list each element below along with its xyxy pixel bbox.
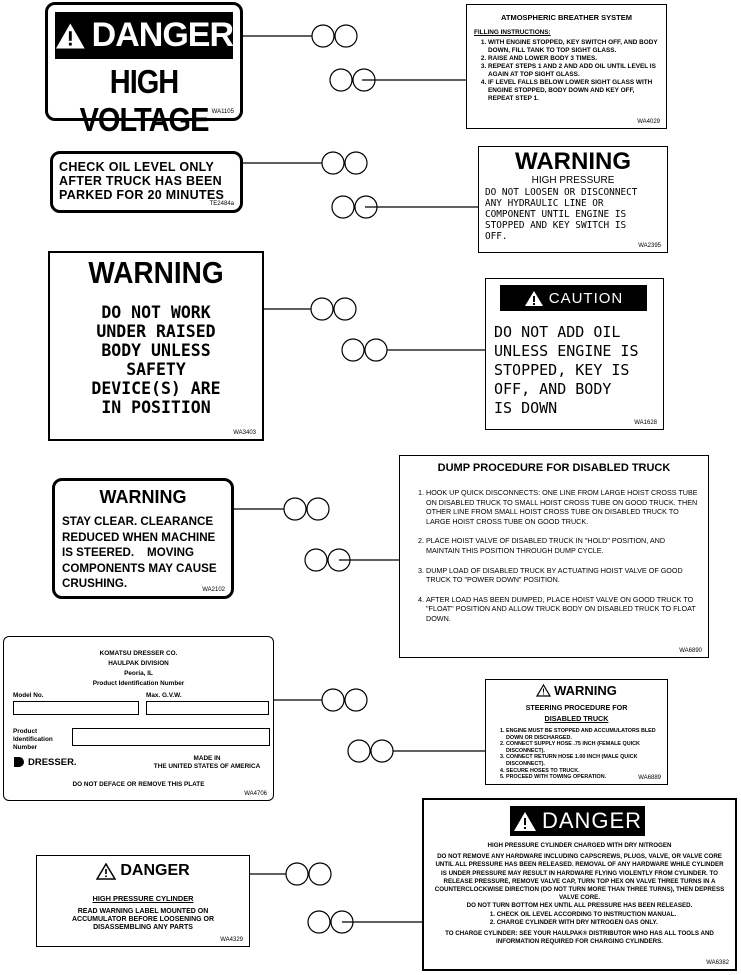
breather-steps [474, 39, 659, 103]
pin-field [72, 728, 270, 746]
list-item: 3. CONNECT RETURN HOSE 1.00 INCH (MALE QUICK DISCONNECT). [506, 754, 661, 767]
steering-header [486, 683, 667, 698]
plate-heading [4, 649, 273, 689]
text-line: OFF, AND BODY [494, 380, 612, 398]
list-item: 4. IF LEVEL FALLS BELOW LOWER SIGHT GLASS WITH ENGINE STOPPED, BODY DOWN AND KEY OFF, REPEAT STEP 1. [488, 79, 659, 103]
cylinder-text [37, 908, 249, 932]
raised-body-text [50, 303, 262, 417]
list-item: 1. ENGINE MUST BE STOPPED AND ACCUMULATORS BLED DOWN OR DISCHARGED. [506, 728, 661, 741]
text-line: STAY CLEAR. CLEARANCE [62, 515, 214, 528]
text-line: OFF. [485, 231, 508, 242]
text-line: COMPONENT UNTIL ENGINE IS [485, 209, 627, 220]
dresser-logo [13, 756, 77, 768]
gvw-label: Max. G.V.W. [146, 692, 182, 699]
warning-triangle-icon [524, 290, 544, 307]
danger-label: DANGER [120, 862, 190, 879]
text-line: CHECK OIL LEVEL ONLY [59, 160, 215, 174]
list-item: 3. REPEAT STEPS 1 AND 2 AND ADD OIL UNTIL LEVEL IS AGAIN AT TOP SIGHT GLASS. [488, 63, 659, 79]
text-line: DO NOT LOOSEN OR DISCONNECT [485, 187, 638, 198]
dump-title: DUMP PROCEDURE FOR DISABLED TRUCK [437, 462, 671, 474]
decal-code: WA1105 [211, 109, 234, 115]
text-line: AFTER TRUCK HAS BEEN [59, 174, 222, 188]
warning-label: WARNING [554, 683, 617, 698]
stay-clear-text [62, 514, 217, 592]
decal-stay-clear [52, 478, 234, 599]
decal-code: WA6382 [706, 960, 729, 966]
decal-code: WA3403 [233, 430, 256, 436]
list-item: 1. CHECK OIL LEVEL ACCORDING TO INSTRUCTION MANUAL. [497, 911, 677, 919]
high-pressure-text [485, 187, 661, 242]
list-item: 5. PROCEED WITH TOWING OPERATION. [506, 774, 661, 781]
text-line: ANY HYDRAULIC LINE OR [485, 198, 604, 209]
nitrogen-title: HIGH PRESSURE CYLINDER CHARGED WITH DRY NITROGEN [487, 842, 672, 849]
text-line: UNLESS ENGINE IS [494, 342, 639, 360]
list-item: 4. AFTER LOAD HAS BEEN DUMPED, PLACE HOIST VALVE ON GOOD TRUCK TO "FLOAT" POSITION AND ALLOW TRUCK BODY ON DISABLED TRUCK TO FLOAT DOWN. [426, 595, 698, 624]
list-item: 4. SECURE HOSES TO TRUCK. [506, 768, 661, 775]
breather-title: ATMOSPHERIC BREATHER SYSTEM [501, 13, 632, 22]
warning-triangle-icon [536, 684, 551, 697]
text-line: READ WARNING LABEL MOUNTED ON [77, 908, 209, 915]
text-line: DO NOT WORK [101, 303, 211, 322]
nitrogen-line: DO NOT TURN BOTTOM HEX UNTIL ALL PRESSURE HAS BEEN RELEASED. [466, 902, 693, 910]
gvw-field [146, 701, 269, 715]
nitrogen-steps [483, 911, 677, 927]
decal-raised-body [48, 251, 264, 441]
model-field [13, 701, 139, 715]
text-line: IS STEERED. MOVING [62, 546, 195, 559]
text-line: DISABLED TRUCK [544, 714, 609, 723]
text-line: STOPPED, KEY IS [494, 361, 630, 379]
decal-id-plate [3, 636, 274, 801]
text-line: Product Identification Number [92, 680, 185, 687]
warning-label: WARNING [88, 255, 224, 290]
text-line: ACCUMULATOR BEFORE LOOSENING OR [71, 916, 215, 923]
text-line: DISASSEMBLING ANY PARTS [93, 924, 193, 931]
text-line: HAULPAK DIVISION [108, 660, 169, 667]
decal-code: WA2102 [202, 587, 225, 593]
text-line: MADE IN [193, 755, 221, 762]
caution-label: CAUTION [548, 289, 624, 307]
list-item: 1. HOOK UP QUICK DISCONNECTS: ONE LINE FROM LARGE HOIST CROSS TUBE ON DISABLED TRUCK TO SMALL HOIST CROSS TUBE ON GOOD TRUCK. THEN OTHER LINE FROM SMALL HOIST CROSS TUBE ON DISABLED TRUCK TO LARGE HOIST CROSS TUBE ON GOOD TRUCK. [426, 488, 698, 526]
list-item: 2. PLACE HOIST VALVE OF DISABLED TRUCK IN "HOLD" POSITION, AND MAINTAIN THIS POSITION THROUGH DUMP CYCLE. [426, 536, 698, 555]
decal-breather-system [466, 4, 667, 129]
text-line: COMPONENTS MAY CAUSE [62, 561, 217, 575]
danger-header [37, 862, 249, 880]
text-line: STOPPED AND KEY SWITCH IS [485, 220, 627, 231]
danger-header [510, 806, 645, 836]
dump-steps [410, 488, 698, 624]
steering-steps [492, 728, 661, 781]
list-item: 2. CONNECT SUPPLY HOSE .75 INCH (FEMALE QUICK DISCONNECT). [506, 741, 661, 754]
nitrogen-body [432, 842, 727, 946]
text-line: SAFETY [126, 360, 186, 379]
text-line: IS DOWN [494, 399, 558, 417]
decal-code: TE2484a [209, 201, 234, 207]
check-oil-text [59, 160, 236, 202]
decal-dump-procedure [399, 455, 709, 658]
text-line: PARKED FOR 20 MINUTES [59, 188, 225, 202]
decal-high-voltage [45, 2, 243, 139]
decal-code: WA6889 [638, 775, 661, 781]
text-line: DO NOT ADD OIL [494, 323, 621, 341]
text-line: Peoria, IL [124, 670, 153, 677]
made-in-text [152, 755, 262, 771]
decal-check-oil [50, 151, 243, 213]
list-item: 2. RAISE AND LOWER BODY 3 TIMES. [488, 55, 659, 63]
list-item: 2. CHARGE CYLINDER WITH DRY NITROGEN GAS ONLY. [497, 919, 677, 927]
text-line: BODY UNLESS [101, 341, 211, 360]
brand-label: DRESSER. [28, 756, 77, 768]
danger-header [55, 12, 233, 59]
nitrogen-paragraph: DO NOT REMOVE ANY HARDWARE INCLUDING CAPSCREWS, PLUGS, VALVE, OR VALVE CORE UNTIL ALL PRESSURE HAS BEEN RELEASED. REMOVAL OF ANY HARDWARE WHILE CYLINDER IS UNDER PRESSURE MAY RESULT IN HARDWARE FLYING VIOLENTLY FROM CYLINDER. TO RELEASE PRESSURE, REMOVE VALVE CAP, TURN TOP HEX ON VALVE THREE TURNS IN A COUNTERCLOCKWISE DIRECTION (DO NOT TURN MORE THAN THREE TURNS), THEN DEPRESS VALVE CORE. [434, 853, 725, 902]
model-label: Model No. [13, 692, 44, 699]
decal-danger-cylinder [36, 855, 250, 947]
steering-title [486, 702, 667, 724]
text-line: IN POSITION [101, 398, 211, 417]
text-line: STEERING PROCEDURE FOR [525, 703, 628, 712]
decal-code: WA1628 [634, 420, 657, 426]
decal-caution-oil [485, 278, 664, 430]
text-line: CRUSHING. [62, 577, 128, 590]
pin-label: Product Identification Number [13, 728, 53, 751]
decal-steering [485, 679, 668, 785]
plate-footer: DO NOT DEFACE OR REMOVE THIS PLATE [72, 781, 205, 788]
caution-text [494, 323, 639, 418]
text-line: DEVICE(S) ARE [91, 379, 221, 398]
decal-code: WA4329 [220, 937, 243, 943]
decal-code: WA4706 [244, 791, 267, 797]
decal-high-pressure [478, 146, 668, 253]
breather-subtitle: FILLING INSTRUCTIONS: [474, 29, 551, 37]
dresser-logo-icon [13, 756, 25, 768]
decal-danger-nitrogen [422, 798, 737, 971]
danger-label: DANGER [91, 16, 233, 54]
decal-code: WA4029 [637, 119, 660, 125]
warning-label: WARNING [99, 487, 187, 507]
decal-code: WA2395 [638, 243, 661, 249]
warning-label: WARNING [515, 148, 631, 175]
warning-triangle-icon [513, 811, 537, 832]
text-line: THE UNITED STATES OF AMERICA [153, 763, 261, 770]
caution-header [500, 285, 647, 311]
warning-triangle-icon [55, 22, 86, 50]
high-voltage-text: HIGH VOLTAGE [79, 64, 209, 139]
text-line: KOMATSU DRESSER CO. [99, 650, 178, 657]
list-item: 1. WITH ENGINE STOPPED, KEY SWITCH OFF, AND BODY DOWN, FILL TANK TO TOP SIGHT GLASS. [488, 39, 659, 55]
cylinder-subtitle: HIGH PRESSURE CYLINDER [92, 894, 194, 903]
warning-triangle-icon [96, 863, 116, 880]
list-item: 3. DUMP LOAD OF DISABLED TRUCK BY ACTUATING HOIST VALVE OF GOOD TRUCK TO "POWER DOWN" POSITION. [426, 566, 698, 585]
danger-label: DANGER [541, 808, 643, 833]
high-pressure-subtitle: HIGH PRESSURE [531, 175, 615, 186]
decal-code: WA6890 [679, 648, 702, 654]
text-line: UNDER RAISED [96, 322, 216, 341]
nitrogen-charge: TO CHARGE CYLINDER: SEE YOUR HAULPAK® DISTRIBUTOR WHO HAS ALL TOOLS AND INFORMATION REQUIRED FOR CHARGING CYLINDERS. [445, 930, 714, 946]
text-line: REDUCED WHEN MACHINE [62, 530, 216, 544]
